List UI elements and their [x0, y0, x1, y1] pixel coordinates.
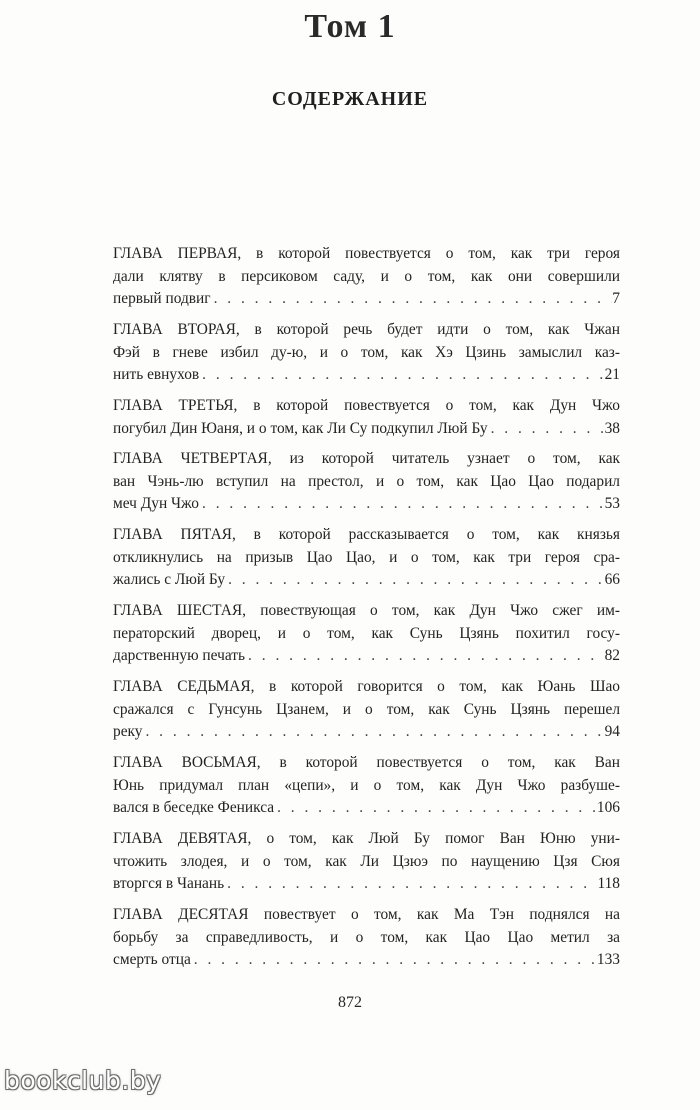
toc-entry-line: чтожить злодея, и о том, как Ли Цзюэ по наущению Цзя Сюя	[113, 852, 620, 870]
toc-entry-line: смерть отца	[113, 951, 191, 968]
dot-leader	[191, 949, 597, 972]
table-of-contents	[113, 243, 620, 980]
watermark-logo: bookclub.by	[4, 1066, 162, 1095]
toc-entry-line: погубил Дин Юаня, и о том, как Ли Су подкупил Люй Бу	[113, 419, 488, 437]
toc-page-number: 118	[597, 875, 620, 892]
toc-entry-line: ГЛАВА ДЕСЯТАЯ повествует о том, как Ма Тэн поднялся на	[113, 906, 620, 923]
toc-entry-line: меч Дун Чжо	[113, 495, 200, 512]
toc-entry	[113, 319, 620, 388]
toc-page-number: 7	[612, 290, 620, 307]
toc-entry-line: ГЛАВА ДЕВЯТАЯ, о том, как Люй Бу помог Ван Юню уни-	[113, 830, 620, 847]
toc-page-number: 53	[604, 495, 620, 512]
toc-page-number: 94	[604, 723, 620, 740]
toc-page-number: 82	[604, 647, 620, 664]
toc-entry-line: Фэй в гневе избил ду-ю, и о том, как Хэ Цзинь замыслил каз-	[113, 343, 620, 361]
toc-entry	[113, 676, 620, 745]
dot-leader	[224, 873, 597, 896]
toc-entry-last-line	[113, 949, 620, 972]
toc-entry	[113, 395, 620, 441]
toc-entry-line: вался в беседке Феникса	[113, 799, 275, 816]
dot-leader	[199, 364, 604, 387]
page-number: 872	[338, 994, 362, 1011]
toc-entry-line: откликнулись на призыв Цао Цао, и о том, как три героя сра-	[113, 548, 620, 566]
dot-leader	[274, 797, 597, 820]
toc-page-number: 106	[596, 799, 620, 816]
toc-entry-last-line	[113, 364, 620, 387]
toc-entry-last-line	[113, 873, 620, 896]
toc-entry-line: нить евнухов	[113, 366, 200, 383]
toc-entry-last-line	[113, 569, 620, 592]
toc-heading: СОДЕРЖАНИЕ	[271, 88, 429, 110]
dot-leader	[225, 569, 605, 592]
toc-entry-last-line	[113, 797, 620, 820]
toc-entry	[113, 828, 620, 897]
toc-entry-line: вторгся в Чанань	[113, 875, 225, 892]
toc-entry-line: жались с Люй Бу	[113, 571, 226, 588]
volume-title: Том 1	[304, 8, 396, 45]
toc-entry-line: ван Чэнь-лю вступил на престол, и о том, как Цао Цао подарил	[113, 472, 620, 490]
toc-page-number: 38	[604, 419, 620, 437]
toc-entry-line: реку	[113, 723, 143, 740]
toc-entry-line: ГЛАВА ПЯТАЯ, в которой рассказывается о том, как князья	[113, 526, 620, 543]
toc-entry-last-line	[113, 645, 620, 668]
toc-entry-last-line	[113, 418, 620, 441]
toc-entry-line: ГЛАВА ЧЕТВЕРТАЯ, из которой читатель узнает о том, как	[113, 450, 620, 467]
toc-entry-line: дали клятву в персиковом саду, и о том, как они совершили	[113, 267, 620, 285]
toc-entry-line: дарственную печать	[113, 647, 246, 664]
toc-entry-line: первый подвиг	[113, 290, 211, 307]
toc-entry-line: сражался с Гунсунь Цзанем, и о том, как Сунь Цзянь перешел	[113, 700, 620, 718]
toc-entry-line: ГЛАВА СЕДЬМАЯ, в которой говорится о том, как Юань Шао	[113, 678, 620, 695]
toc-page-number: 21	[604, 366, 620, 383]
toc-entry-line: ГЛАВА ВТОРАЯ, в которой речь будет идти о том, как Чжан	[113, 321, 620, 338]
toc-entry-last-line	[113, 493, 620, 516]
dot-leader	[488, 418, 605, 441]
dot-leader	[199, 493, 605, 516]
toc-entry-line: борьбу за справедливость, и о том, как Цао Цао метил за	[113, 928, 620, 946]
dot-leader	[245, 645, 605, 668]
toc-page-number: 133	[596, 951, 620, 968]
toc-entry-last-line	[113, 288, 620, 311]
toc-entry	[113, 600, 620, 669]
toc-entry	[113, 448, 620, 517]
toc-entry	[113, 243, 620, 312]
toc-page-number: 66	[604, 571, 620, 588]
toc-entry-line: ГЛАВА ШЕСТАЯ, повествующая о том, как Дун Чжо сжег им-	[113, 602, 620, 619]
toc-entry	[113, 904, 620, 973]
toc-entry-line: Юнь придумал план «цепи», и о том, как Дун Чжо разбушe-	[113, 776, 620, 794]
dot-leader	[211, 288, 613, 311]
toc-entry	[113, 752, 620, 821]
dot-leader	[142, 721, 604, 744]
toc-entry-line: ГЛАВА ТРЕТЬЯ, в которой повествуется о том, как Дун Чжо	[113, 397, 620, 414]
toc-entry-line: ператорский дворец, и о том, как Сунь Цзянь похитил госу-	[113, 624, 620, 642]
toc-entry-line: ГЛАВА ВОСЬМАЯ, в которой повествуется о том, как Ван	[113, 754, 620, 771]
toc-entry	[113, 524, 620, 593]
toc-entry-last-line	[113, 721, 620, 744]
toc-entry-line: ГЛАВА ПЕРВАЯ, в которой повествуется о том, как три героя	[113, 245, 620, 262]
